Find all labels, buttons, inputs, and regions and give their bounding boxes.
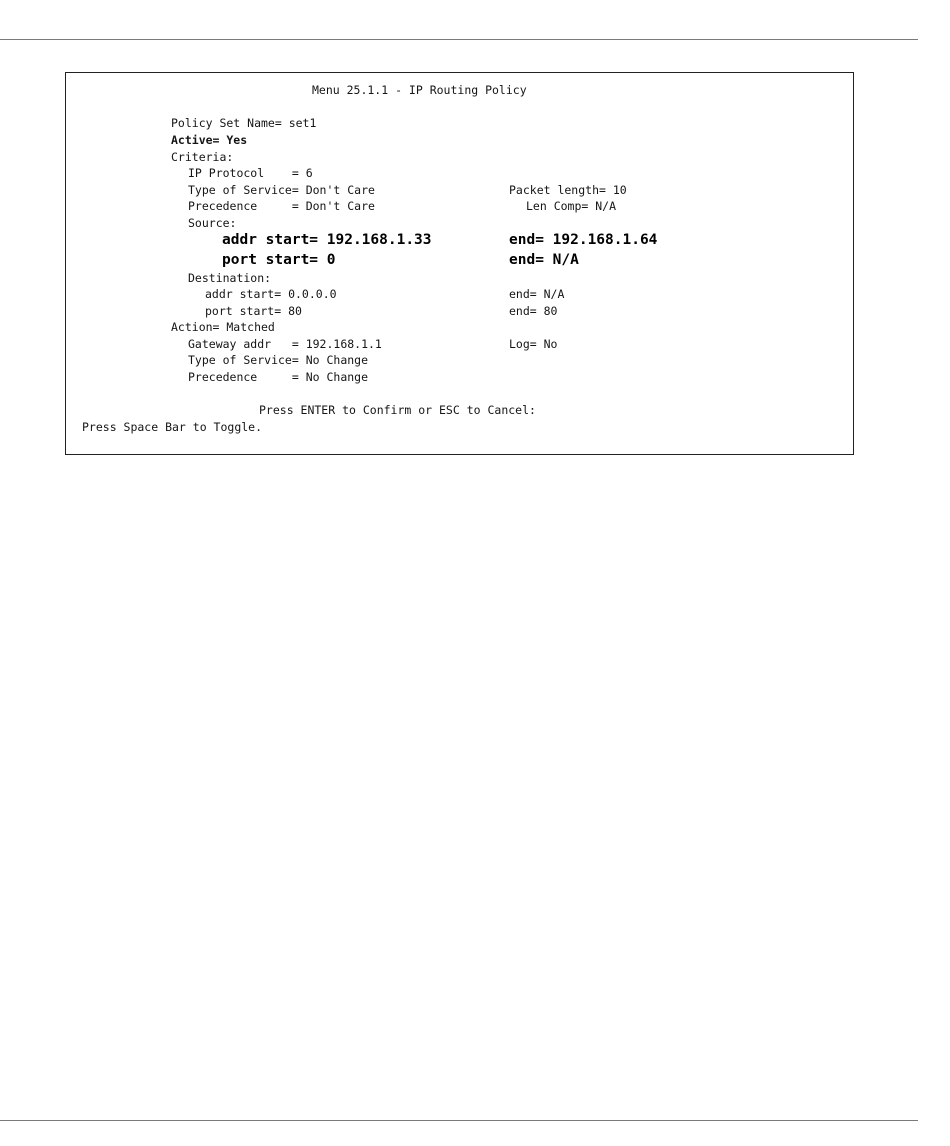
toggle-hint: Press Space Bar to Toggle. — [82, 420, 263, 434]
confirm-prompt: Press ENTER to Confirm or ESC to Cancel: — [259, 403, 536, 417]
gateway-addr-field[interactable]: Gateway addr = 192.168.1.1 — [188, 337, 382, 351]
criteria-label: Criteria: — [171, 150, 234, 164]
action-type-of-service-field[interactable]: Type of Service= No Change — [188, 353, 369, 367]
action-precedence-field[interactable]: Precedence = No Change — [188, 370, 369, 384]
source-addr-start-field[interactable]: addr start= 192.168.1.33 — [222, 232, 432, 248]
source-addr-end-field[interactable]: end= 192.168.1.64 — [509, 232, 658, 248]
menu-title: Menu 25.1.1 - IP Routing Policy — [312, 83, 527, 97]
destination-addr-start-field[interactable]: addr start= 0.0.0.0 — [205, 287, 337, 301]
terminal-screen — [65, 72, 854, 455]
destination-addr-end-field[interactable]: end= N/A — [509, 287, 565, 301]
action-field[interactable]: Action= Matched — [171, 320, 275, 334]
precedence-field[interactable]: Precedence = Don't Care — [188, 199, 375, 213]
len-comp-field[interactable]: Len Comp= N/A — [526, 199, 617, 213]
log-field[interactable]: Log= No — [509, 337, 558, 351]
source-port-end-field[interactable]: end= N/A — [509, 252, 579, 268]
bottom-rule — [0, 1120, 918, 1121]
destination-label: Destination: — [188, 271, 272, 285]
packet-length-field[interactable]: Packet length= 10 — [509, 183, 627, 197]
destination-port-start-field[interactable]: port start= 80 — [205, 304, 302, 318]
active-field[interactable]: Active= Yes — [171, 133, 248, 147]
type-of-service-field[interactable]: Type of Service= Don't Care — [188, 183, 375, 197]
source-port-start-field[interactable]: port start= 0 — [222, 252, 336, 268]
ip-protocol-field[interactable]: IP Protocol = 6 — [188, 166, 313, 180]
destination-port-end-field[interactable]: end= 80 — [509, 304, 558, 318]
policy-set-name-field[interactable]: Policy Set Name= set1 — [171, 116, 317, 130]
top-rule — [0, 39, 918, 40]
source-label: Source: — [188, 216, 237, 230]
